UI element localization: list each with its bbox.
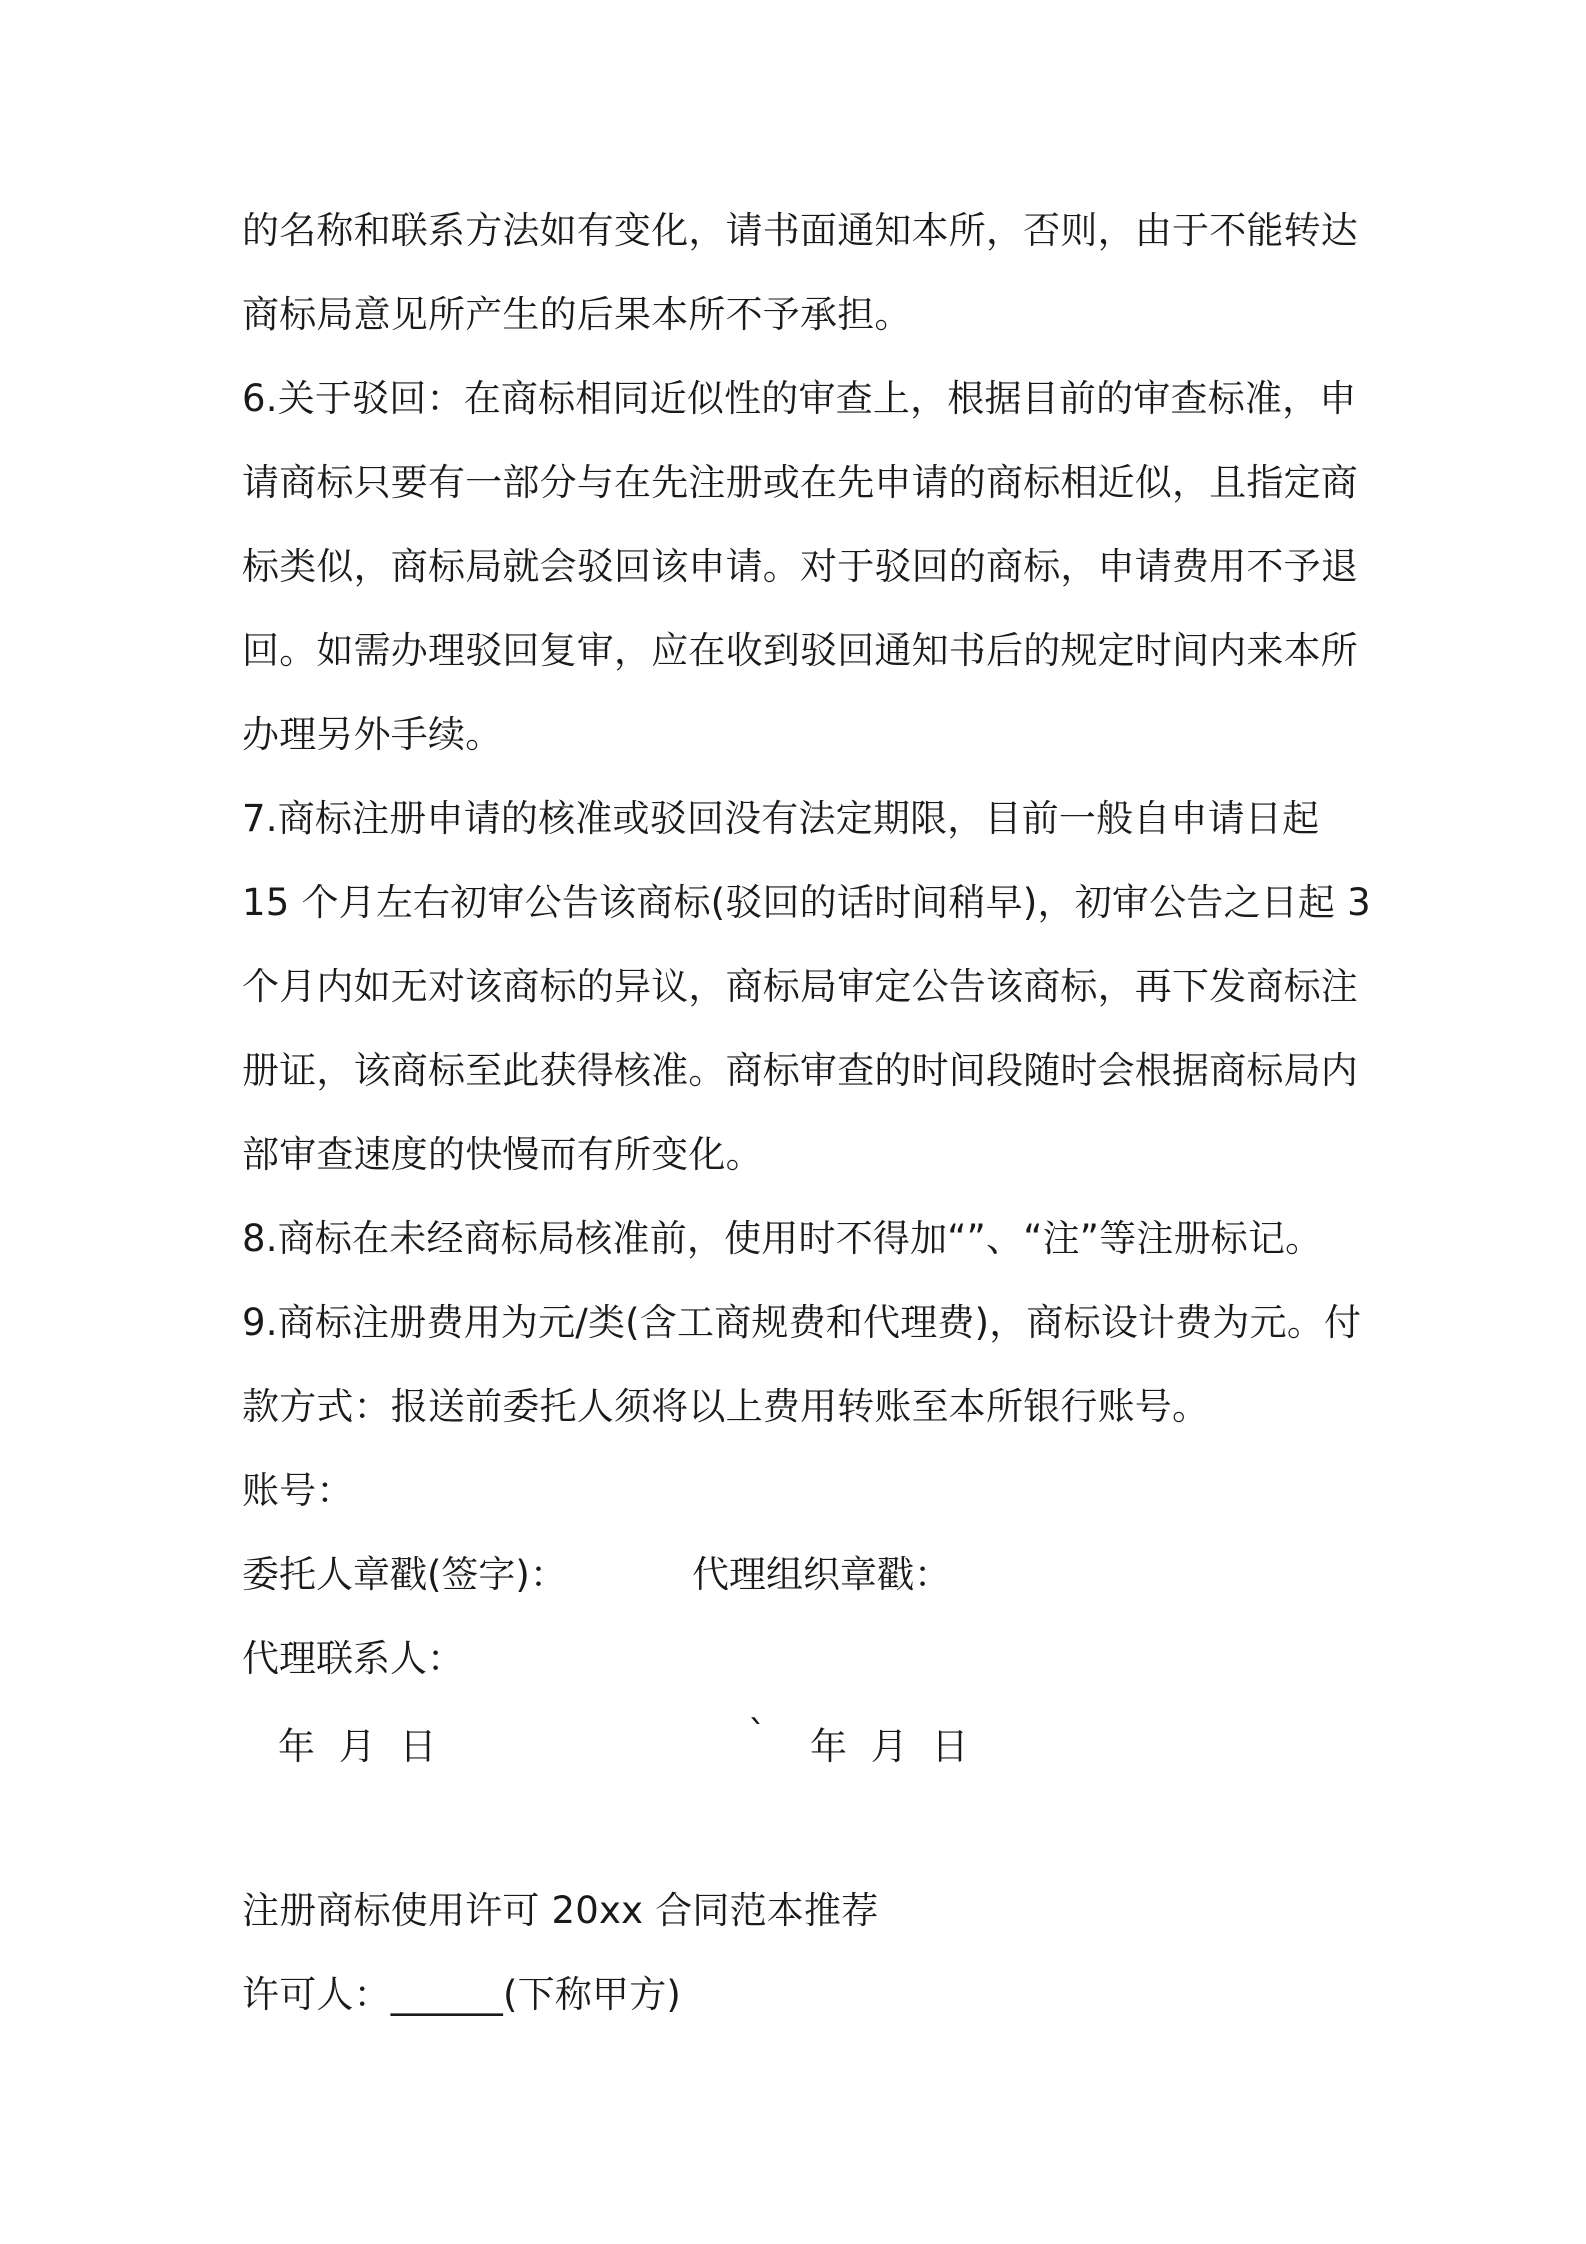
agency-seal-label: 代理组织章戳： [692,1553,951,1596]
text-line-14: 9.商标注册费用为元/类(含工商规费和代理费)，商标设计费为元。付 [242,1301,1362,1344]
section-title: 注册商标使用许可 20xx 合同范本推荐 [242,1889,879,1932]
licensor-line: 许可人：______(下称甲方) [242,1973,682,2016]
text-line-11: 册证，该商标至此获得核准。商标审查的时间段随时会根据商标局内 [242,1049,1358,1092]
text-line-6: 回。如需办理驳回复审，应在收到驳回通知书后的规定时间内来本所 [242,629,1358,672]
date-mark: ` [748,1713,767,1756]
client-seal-label: 委托人章戳(签字)： [242,1553,567,1596]
text-line-2: 商标局意见所产生的后果本所不予承担。 [242,293,912,336]
text-line-12: 部审查速度的快慢而有所变化。 [242,1133,763,1176]
text-line-1: 的名称和联系方法如有变化，请书面通知本所，否则，由于不能转达 [242,209,1358,252]
text-line-9: 15 个月左右初审公告该商标(驳回的话时间稍早)，初审公告之日起 3 [242,881,1371,924]
date-left: 年 月 日 [278,1725,437,1768]
text-line-8: 7.商标注册申请的核准或驳回没有法定期限，目前一般自申请日起 [242,797,1320,840]
date-right: 年 月 日 [810,1725,969,1768]
text-line-10: 个月内如无对该商标的异议，商标局审定公告该商标，再下发商标注 [242,965,1358,1008]
account-label: 账号： [242,1469,354,1512]
text-line-3: 6.关于驳回：在商标相同近似性的审查上，根据目前的审查标准，申 [242,377,1357,420]
text-line-4: 请商标只要有一部分与在先注册或在先申请的商标相近似，且指定商 [242,461,1358,504]
text-line-5: 标类似，商标局就会驳回该申请。对于驳回的商标，申请费用不予退 [242,545,1358,588]
text-line-7: 办理另外手续。 [242,713,503,756]
text-line-13: 8.商标在未经商标局核准前，使用时不得加“”、“注”等注册标记。 [242,1217,1323,1260]
text-line-15: 款方式：报送前委托人须将以上费用转账至本所银行账号。 [242,1385,1210,1428]
agent-contact-label: 代理联系人： [242,1637,464,1680]
